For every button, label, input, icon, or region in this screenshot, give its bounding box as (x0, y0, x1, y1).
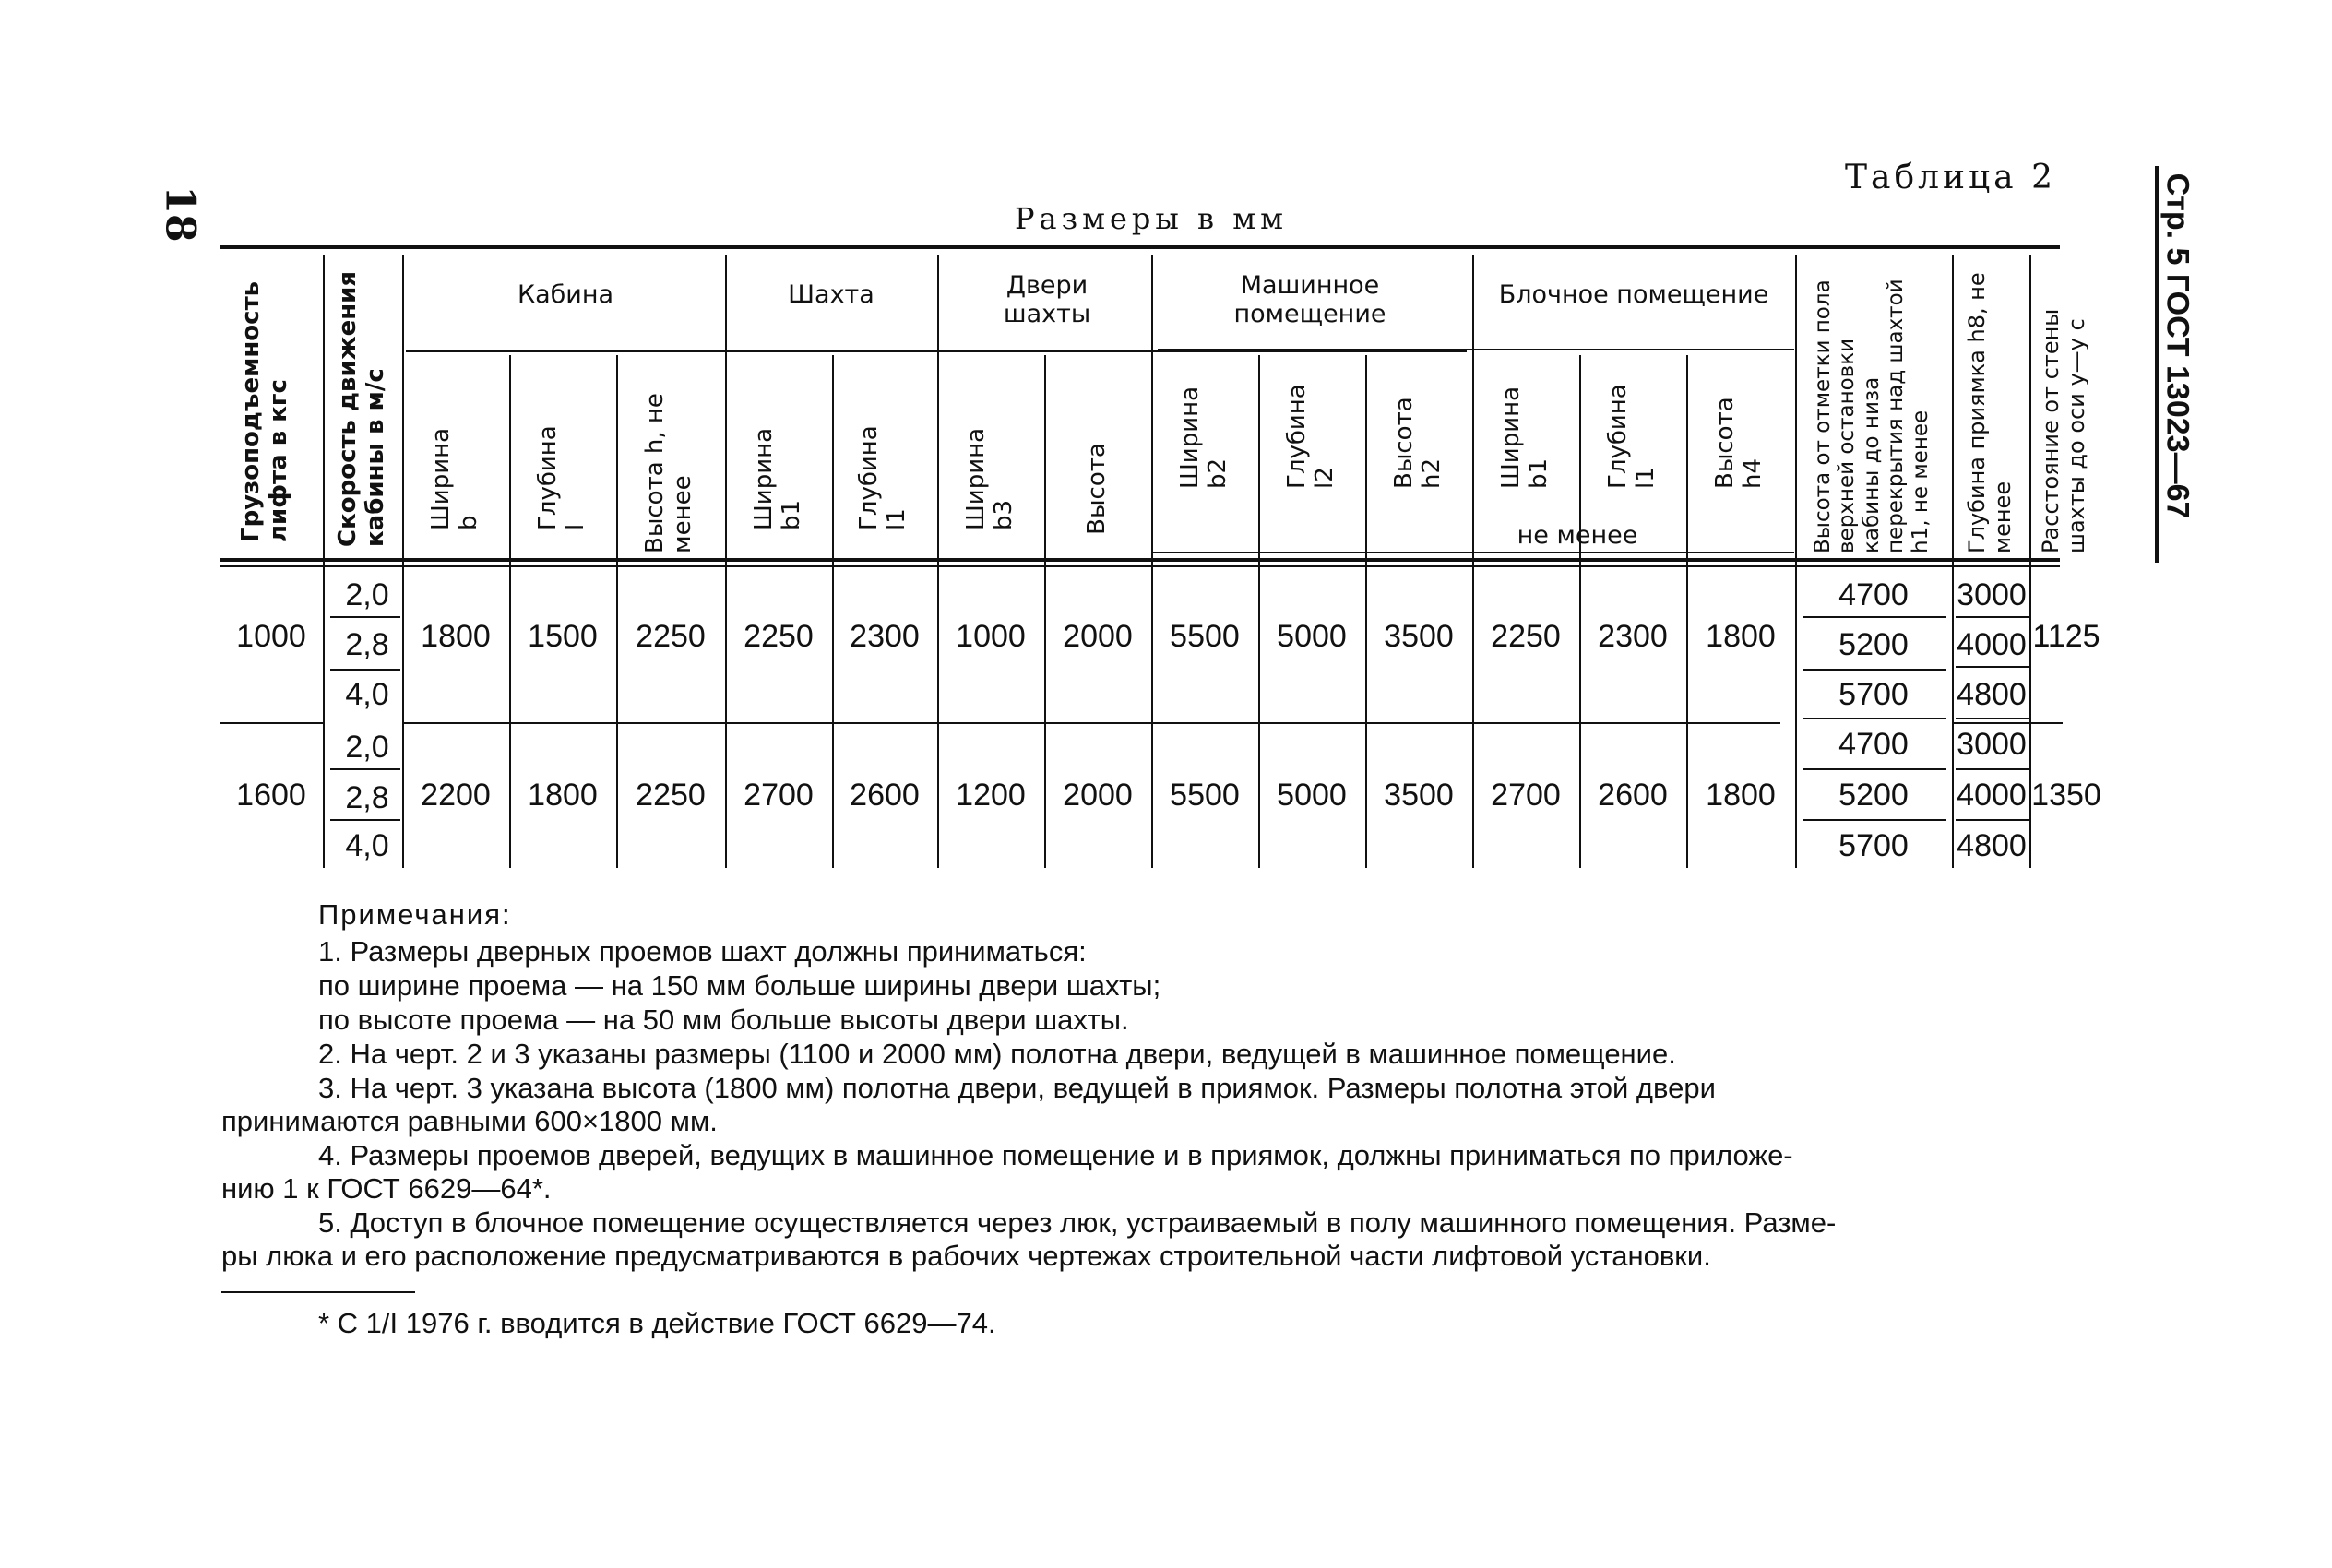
sub-shaft-width: Ширина b1 (750, 427, 805, 530)
row2-distance: 1350 (2031, 778, 2101, 813)
note-3a: 3. На черт. 3 указана высота (1800 мм) полотна двери, ведущей в приямок. Размеры полотна этой двери (318, 1072, 1716, 1104)
row2-br-depth: 2600 (1598, 778, 1668, 813)
row2-mr-width: 5500 (1170, 778, 1240, 813)
header-pit-depth: Глубина приямка h8, не менее (1963, 272, 2016, 553)
row2-pit-3: 4800 (1957, 828, 2027, 863)
row1-load: 1000 (236, 619, 306, 654)
note-5a: 5. Доступ в блочное помещение осуществляется через люк, устраиваемый в полу машинного помещения. Разме- (318, 1206, 1837, 1239)
row2-shaft-width: 2700 (744, 778, 814, 813)
sub-cabin-depth: Глубина l (534, 425, 589, 530)
sub-cabin-height: Высота h, не менее (641, 393, 696, 553)
row2-speed-2: 2,8 (345, 780, 389, 815)
row2-pit-2: 4000 (1957, 778, 2027, 813)
header-block-room: Блочное помещение (1498, 280, 1769, 309)
header-distance: Расстояние от стены шахты до оси у—у с (2037, 308, 2089, 553)
row2-cabin-width: 2200 (421, 778, 491, 813)
sub-cabin-width: Ширина b (427, 427, 482, 530)
row2-mr-height: 3500 (1384, 778, 1454, 813)
row2-door-width: 1200 (956, 778, 1026, 813)
row2-speed-3: 4,0 (345, 828, 389, 863)
note-2: 2. На черт. 2 и 3 указаны размеры (1100 и 2000 мм) полотна двери, ведущей в машинное помещение. (318, 1038, 1676, 1070)
row1-speed-1: 2,0 (345, 577, 389, 612)
header-shaft: Шахта (788, 280, 874, 309)
header-cabin: Кабина (517, 280, 614, 309)
row1-mr-height: 3500 (1384, 619, 1454, 654)
sub-mr-depth: Глубина l2 (1283, 384, 1339, 489)
row2-door-height: 2000 (1063, 778, 1133, 813)
row1-cabin-depth: 1500 (528, 619, 598, 654)
row2-br-width: 2700 (1491, 778, 1561, 813)
header-load: Грузоподъемность лифта в кгс (237, 280, 292, 542)
side-rule (2155, 166, 2159, 563)
footnote: * С 1/I 1976 г. вводится в действие ГОСТ 6629—74. (318, 1307, 996, 1339)
row1-cabin-height: 2250 (636, 619, 706, 654)
row1-door-height: 2000 (1063, 619, 1133, 654)
row1-mr-width: 5500 (1170, 619, 1240, 654)
header-speed: Скорость движения кабины в м/с (334, 270, 389, 547)
row1-door-width: 1000 (956, 619, 1026, 654)
sub-shaft-depth: Глубина l1 (855, 425, 910, 530)
row2-br-height: 1800 (1706, 778, 1776, 813)
row1-distance: 1125 (2032, 619, 2100, 654)
note-3b: принимаются равными 600×1800 мм. (221, 1105, 718, 1137)
row2-load: 1600 (236, 778, 306, 813)
row2-h1-1: 4700 (1838, 727, 1909, 762)
row1-h1-3: 5700 (1838, 677, 1909, 712)
row2-h1-2: 5200 (1838, 778, 1909, 813)
sub-mr-width: Ширина b2 (1176, 386, 1231, 489)
row1-speed-3: 4,0 (345, 677, 389, 712)
row1-speed-2: 2,8 (345, 627, 389, 662)
row1-pit-1: 3000 (1957, 577, 2027, 612)
row1-pit-2: 4000 (1957, 627, 2027, 662)
note-5b: ры люка и его расположение предусматриваются в рабочих чертежах строительной части лифтовой установки. (221, 1240, 1711, 1272)
sub-br-width: Ширина b1 (1497, 386, 1553, 489)
header-machine-room: Машинное помещение (1233, 271, 1386, 329)
row2-h1-3: 5700 (1838, 828, 1909, 863)
sub-door-width: Ширина b3 (962, 427, 1017, 530)
row2-speed-1: 2,0 (345, 730, 389, 765)
row1-h1-1: 4700 (1838, 577, 1909, 612)
table-label: Таблица 2 (1845, 159, 2056, 196)
notes-title: Примечания: (318, 898, 512, 931)
row2-pit-1: 3000 (1957, 727, 2027, 762)
note-1: 1. Размеры дверных проемов шахт должны приниматься: (318, 935, 1087, 968)
row1-br-width: 2250 (1491, 619, 1561, 654)
row1-h1-2: 5200 (1838, 627, 1909, 662)
note-4a: 4. Размеры проемов дверей, ведущих в машинное помещение и в приямок, должны приниматься по приложе- (318, 1139, 1793, 1171)
row2-mr-depth: 5000 (1277, 778, 1347, 813)
sub-br-depth: Глубина l1 (1604, 384, 1660, 489)
units-caption: Размеры в мм (1015, 201, 1288, 236)
row1-cabin-width: 1800 (421, 619, 491, 654)
page-number: 18 (156, 185, 204, 243)
header-not-less: не менее (1517, 521, 1638, 550)
side-standard-label: Стр. 5 ГОСТ 13023—67 (2159, 172, 2195, 519)
sub-br-height: Высота h4 (1711, 397, 1767, 489)
header-doors: Двери шахты (1003, 271, 1091, 329)
row1-mr-depth: 5000 (1277, 619, 1347, 654)
header-h1: Высота от отметки пола верхней остановки кабины до низа перекрытия над шахтой h1, не менее (1811, 279, 1933, 553)
note-1a: по ширине проема — на 150 мм больше ширины двери шахты; (318, 969, 1161, 1002)
row1-br-height: 1800 (1706, 619, 1776, 654)
row2-cabin-height: 2250 (636, 778, 706, 813)
row1-shaft-width: 2250 (744, 619, 814, 654)
row1-pit-3: 4800 (1957, 677, 2027, 712)
row1-br-depth: 2300 (1598, 619, 1668, 654)
sub-mr-height: Высота h2 (1390, 397, 1446, 489)
sub-door-height: Высота (1083, 443, 1112, 535)
note-4b: нию 1 к ГОСТ 6629—64*. (221, 1172, 552, 1205)
note-1b: по высоте проема — на 50 мм больше высоты двери шахты. (318, 1004, 1129, 1036)
row2-shaft-depth: 2600 (850, 778, 920, 813)
row2-cabin-depth: 1800 (528, 778, 598, 813)
row1-shaft-depth: 2300 (850, 619, 920, 654)
footnote-rule (221, 1291, 415, 1293)
